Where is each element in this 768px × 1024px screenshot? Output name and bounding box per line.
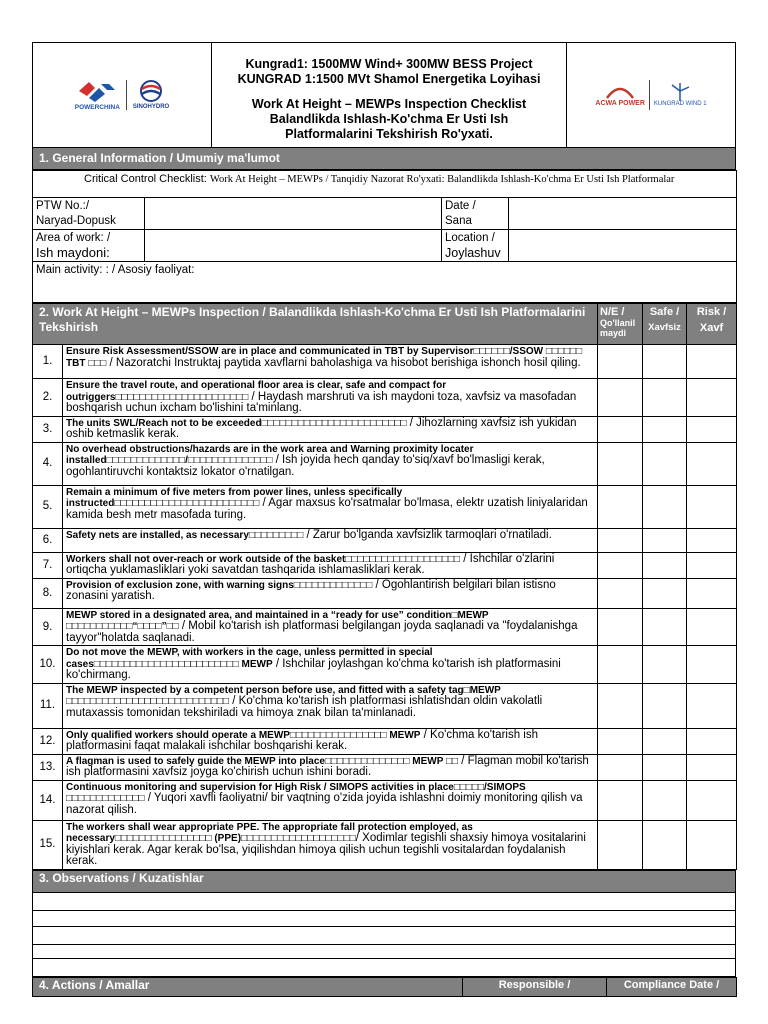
checklist-row: [33, 608, 737, 646]
item-text-uz: / Flagman mobil ko'tarish ish platformasini xavfsiz joyga ko'chirish uchun ishini boradi.: [66, 754, 589, 778]
actions-table: [32, 977, 737, 997]
risk-checkbox-cell[interactable]: [687, 416, 737, 442]
critical-control-row: [33, 171, 737, 198]
ne-checkbox-cell[interactable]: [598, 608, 643, 646]
mewp-inspection-table: [32, 303, 737, 870]
observation-line-1[interactable]: [33, 892, 736, 910]
observation-line-5[interactable]: [33, 958, 736, 976]
item-text: [63, 485, 598, 528]
item-text-en: The units SWL/Reach not to be exceeded□□□□□□□□□□□□□□□□□□□□□□□□: [66, 417, 407, 429]
section4-title: 4. Actions / Amallar: [33, 977, 463, 996]
item-text-en: MEWP stored in a designated area, and maintained in a “ready for use” condition□MEWP □□□□□□□□□□□“□□□□”□□: [66, 609, 489, 632]
acwa-power-icon: [605, 84, 635, 100]
item-text-uz: / Ko'chma ko'tarish ish platformasini faqat malakali ishchilar boshqarishi kerak.: [66, 728, 538, 752]
sinohydro-icon: [134, 80, 168, 102]
safe-checkbox-cell[interactable]: [643, 379, 687, 417]
ptw-label-uz: Naryad-Dopusk: [36, 214, 116, 227]
date-label-uz: Sana: [445, 214, 472, 227]
safe-checkbox-cell[interactable]: [643, 345, 687, 379]
safe-checkbox-cell[interactable]: [643, 608, 687, 646]
item-text: [63, 552, 598, 578]
date-label: [442, 198, 509, 230]
main-activity-field[interactable]: [33, 262, 737, 303]
section1-title: 1. General Information / Umumiy ma'lumot: [32, 148, 736, 170]
risk-checkbox-cell[interactable]: [687, 683, 737, 728]
safe-checkbox-cell[interactable]: [643, 646, 687, 684]
risk-checkbox-cell[interactable]: [687, 608, 737, 646]
ne-checkbox-cell[interactable]: [598, 552, 643, 578]
item-text-en: Remain a minimum of five meters from power lines, unless specifically instructed□□□□□□□□□□□□□□□□□□□□□□□□: [66, 486, 403, 509]
risk-checkbox-cell[interactable]: [687, 345, 737, 379]
observation-line-4[interactable]: [33, 944, 736, 958]
document-header: [32, 42, 736, 148]
item-text: [63, 820, 598, 869]
item-number: 11.: [33, 683, 63, 728]
item-text-uz: / Nazoratchi Instruktaj paytida xavflarni baholashiga va hisobot berishiga ishonch hosil qiling.: [106, 356, 581, 369]
checklist-row: [33, 416, 737, 442]
ptw-number-field[interactable]: [145, 198, 442, 230]
col-ne-en: N/E /: [600, 306, 625, 318]
safe-checkbox-cell[interactable]: [643, 683, 687, 728]
checklist-row: [33, 683, 737, 728]
ne-checkbox-cell[interactable]: [598, 379, 643, 417]
item-number: 2.: [33, 379, 63, 417]
item-text: [63, 416, 598, 442]
checklist-row: [33, 345, 737, 379]
general-info-table: [32, 170, 737, 303]
location-label: [442, 230, 509, 262]
safe-checkbox-cell[interactable]: [643, 552, 687, 578]
ptw-label: [33, 198, 145, 230]
item-number: 7.: [33, 552, 63, 578]
item-text: [63, 528, 598, 552]
checklist-row: [33, 379, 737, 417]
area-label-uz: Ish maydoni:: [36, 244, 110, 260]
item-number: 5.: [33, 485, 63, 528]
ne-checkbox-cell[interactable]: [598, 416, 643, 442]
col-safe-uz: Xavfsiz: [648, 322, 681, 333]
area-label: [33, 230, 145, 262]
risk-checkbox-cell[interactable]: [687, 820, 737, 869]
project-title-uz: KUNGRAD 1:1500 MVt Shamol Energetika Loyihasi: [237, 72, 541, 86]
item-text: [63, 646, 598, 684]
checklist-row: [33, 754, 737, 780]
col-header-responsible: Responsible /: [463, 977, 607, 996]
document-title-block: [212, 43, 566, 147]
item-text-uz: / Ishchilar o'zlarini ortiqcha yuklamasliklari yoki savatdan tashqarida ishlamasliklari kerak.: [66, 552, 555, 576]
item-text-uz: / Agar maxsus ko'rsatmalar bo'lmasa, elektr uzatish liniyalaridan kamida besh metr masofada turing.: [66, 497, 588, 521]
location-field[interactable]: [509, 230, 737, 262]
col-header-risk: [687, 304, 737, 345]
checklist-row: [33, 646, 737, 684]
item-text-uz: / Mobil ko'tarish ish platformasi belgilangan joyda saqlanadi va "foydalanishga tayyor"holatda saqlanadi.: [66, 620, 578, 644]
checklist-title-en: Work At Height – MEWPs Inspection Checklist: [251, 97, 527, 111]
item-number: 6.: [33, 528, 63, 552]
item-text-uz: / Zarur bo'lganda xavfsizlik tarmoqlari o'rnatiladi.: [303, 528, 552, 541]
item-text-en: No overhead obstructions/hazards are in the work area and Warning proximity locater installed□□□□□□□□□□□□□/□□□□□□□□□□□□□□: [66, 443, 474, 466]
location-label-en: Location /: [445, 232, 495, 244]
safe-checkbox-cell[interactable]: [643, 728, 687, 754]
item-text-en: Do not move the MEWP, with workers in the cage, unless permitted in special cases□□□□□□□□□□□□□□□□□□□□□□□□ MEWP: [66, 647, 433, 670]
item-number: 13.: [33, 754, 63, 780]
item-number: 15.: [33, 820, 63, 869]
checklist-row: [33, 728, 737, 754]
critical-control-text: Work At Height – MEWPs / Tanqidiy Nazorat Ro'yxati: Balandlikda Ishlash-Ko'chma Er Usti Ish Platformalar: [209, 174, 675, 185]
checklist-title-uz-line2: Platformalarini Tekshirish Ro'yxati.: [285, 127, 493, 141]
checklist-title-uz-line1: Balandlikda Ishlash-Ko'chma Er Usti Ish: [269, 112, 509, 126]
risk-checkbox-cell[interactable]: [687, 754, 737, 780]
checklist-row: [33, 528, 737, 552]
checklist-row: [33, 485, 737, 528]
powerchina-logo: [75, 80, 120, 111]
date-field[interactable]: [509, 198, 737, 230]
item-number: 10.: [33, 646, 63, 684]
kungrad-wind-logo: [654, 83, 707, 107]
risk-checkbox-cell[interactable]: [687, 728, 737, 754]
checklist-row: [33, 780, 737, 820]
item-number: 4.: [33, 442, 63, 485]
item-text: [63, 754, 598, 780]
logo-divider: [126, 80, 127, 110]
ne-checkbox-cell[interactable]: [598, 646, 643, 684]
item-text-en: Ensure Risk Assessment/SSOW are in place and communicated in TBT by Supervisor□□□□□□/SSOW □□□□□□ TBT □□□: [66, 346, 583, 369]
col-risk-uz: Xavf: [699, 322, 724, 334]
safe-checkbox-cell[interactable]: [643, 442, 687, 485]
observations-table: [32, 870, 736, 977]
checklist-row: [33, 578, 737, 608]
safe-checkbox-cell[interactable]: [643, 485, 687, 528]
checklist-items: [33, 345, 737, 870]
client-logos: [566, 43, 735, 147]
sinohydro-label: SINOHYDRO: [132, 104, 170, 110]
item-number: 14.: [33, 780, 63, 820]
item-text: [63, 728, 598, 754]
item-number: 8.: [33, 578, 63, 608]
item-text: [63, 578, 598, 608]
powerchina-icon: [75, 80, 119, 102]
risk-checkbox-cell[interactable]: [687, 552, 737, 578]
item-text-uz: / Yuqori xavfli faoliyatni/ bir vaqtning o'zida joyida ishlashni doimiy monitoring qilish va nazorat qilish.: [66, 792, 583, 816]
risk-checkbox-cell[interactable]: [687, 442, 737, 485]
col-ne-uz: Qo'llanil maydi: [600, 318, 636, 338]
area-field[interactable]: [145, 230, 442, 262]
ne-checkbox-cell[interactable]: [598, 442, 643, 485]
item-text-en: Workers shall not over-reach or work outside of the basket□□□□□□□□□□□□□□□□□□□: [66, 553, 461, 565]
risk-checkbox-cell[interactable]: [687, 578, 737, 608]
acwa-power-label: ACWA POWER: [595, 99, 645, 107]
item-text-uz: / Ishchilar joylashgan ko'chma ko'tarish ish platformasini ko'chirmang.: [66, 657, 561, 681]
item-text-uz: / Ish joyida hech qanday to'siq/xavf bo'lmasligi kerak, ogohlantiruvchi kontaktsiz lokator o'rnatilgan.: [66, 454, 545, 478]
wind-turbine-icon: [668, 83, 692, 101]
item-text-uz: / Jihozlarning xavfsiz ish yukidan oshib ketmaslik kerak.: [66, 416, 577, 440]
ne-checkbox-cell[interactable]: [598, 528, 643, 552]
main-activity-label: Main activity: : / Asosiy faoliyat:: [36, 264, 195, 276]
section3-title: 3. Observations / Kuzatishlar: [33, 870, 736, 892]
item-number: 9.: [33, 608, 63, 646]
item-text-en: The workers shall wear appropriate PPE. The appropriate fall protection employed, as necessary□□□□□□□□□□□□□□□□ (PPE)□□□□□□□□□□□□□□□□□□□: [66, 821, 473, 844]
item-text-en: Ensure the travel route, and operational floor area is clear, safe and compact for outriggers□□□□□□□□□□□□□□□□□□□□□□: [66, 380, 447, 403]
item-number: 3.: [33, 416, 63, 442]
sinohydro-logo: [133, 80, 169, 110]
acwa-power-logo: [595, 84, 645, 107]
item-text: [63, 780, 598, 820]
col-risk-en: Risk /: [696, 306, 727, 318]
checklist-row: [33, 552, 737, 578]
item-text-en: Only qualified workers should operate a MEWP□□□□□□□□□□□□□□□□ MEWP: [66, 729, 421, 741]
ne-checkbox-cell[interactable]: [598, 485, 643, 528]
risk-checkbox-cell[interactable]: [687, 528, 737, 552]
contractor-logos: [33, 43, 212, 147]
powerchina-label: POWERCHINA: [74, 103, 120, 111]
item-text-en: A flagman is used to safely guide the MEWP into place□□□□□□□□□□□□□□ MEWP □□: [66, 755, 459, 767]
item-text: [63, 683, 598, 728]
safe-checkbox-cell[interactable]: [643, 754, 687, 780]
ne-checkbox-cell[interactable]: [598, 754, 643, 780]
section2-title: 2. Work At Height – MEWPs Inspection / Balandlikda Ishlash-Ko'chma Er Usti Ish Platformalarini Tekshirish: [33, 304, 598, 345]
location-label-uz: Joylashuv: [445, 245, 501, 260]
ne-checkbox-cell[interactable]: [598, 780, 643, 820]
item-text-en: The MEWP inspected by a competent person before use, and fitted with a safety tag□MEWP □□□□□□□□□□□□□□□□□□□□□□□□□□□: [66, 684, 501, 707]
ne-checkbox-cell[interactable]: [598, 728, 643, 754]
risk-checkbox-cell[interactable]: [687, 485, 737, 528]
item-number: 12.: [33, 728, 63, 754]
item-text-uz: / Haydash marshruti va ish maydoni toza, xavfsiz va masofadan boshqarish uchun ixcham bo'lishini ta'minlang.: [66, 390, 577, 414]
item-text: [63, 442, 598, 485]
item-text-en: Provision of exclusion zone, with warning signs□□□□□□□□□□□□□: [66, 579, 373, 591]
item-text: [63, 345, 598, 379]
ne-checkbox-cell[interactable]: [598, 345, 643, 379]
safe-checkbox-cell[interactable]: [643, 528, 687, 552]
observation-line-2[interactable]: [33, 910, 736, 926]
risk-checkbox-cell[interactable]: [687, 379, 737, 417]
col-header-not-applicable: [598, 304, 643, 345]
ne-checkbox-cell[interactable]: [598, 820, 643, 869]
item-number: 1.: [33, 345, 63, 379]
item-text-en: Safety nets are installed, as necessary□□□□□□□□□: [66, 529, 304, 541]
date-label-en: Date /: [445, 200, 476, 212]
critical-control-lead: Critical Control Checklist:: [84, 173, 210, 185]
risk-checkbox-cell[interactable]: [687, 646, 737, 684]
checklist-row: [33, 442, 737, 485]
checklist-page: [32, 42, 736, 997]
ne-checkbox-cell[interactable]: [598, 683, 643, 728]
item-text: [63, 379, 598, 417]
safe-checkbox-cell[interactable]: [643, 416, 687, 442]
observation-line-3[interactable]: [33, 926, 736, 944]
item-text-en: Continuous monitoring and supervision for High Risk / SIMOPS activities in place□□□□□/SIMOPS □□□□□□□□□□□□□: [66, 781, 526, 804]
safe-checkbox-cell[interactable]: [643, 820, 687, 869]
item-text-uz: / Xodimlar tegishli shaxsiy himoya vositalarini kiyishlari kerak. Agar kerak bo'lsa, yiqilishdan himoya qilish uchun tegishli vositalardan foydalanish kerak.: [66, 832, 586, 867]
project-title-en: Kungrad1: 1500MW Wind+ 300MW BESS Project: [245, 57, 533, 71]
col-header-compliance-date: Compliance Date /: [607, 977, 737, 996]
risk-checkbox-cell[interactable]: [687, 780, 737, 820]
item-text-uz: / Ko'chma ko'tarish ish platformasi ishlatishdan oldin vakolatli mutaxassis tomonidan tekshiriladi va himoya znak bilan ta'minlanadi.: [66, 695, 543, 719]
logo-divider-right: [649, 80, 650, 110]
area-label-en: Area of work: /: [36, 232, 111, 244]
checklist-row: [33, 820, 737, 869]
ne-checkbox-cell[interactable]: [598, 578, 643, 608]
col-safe-en: Safe /: [649, 306, 680, 318]
item-text-uz: / Ogohlantirish belgilari bilan istisno zonasini yaratish.: [66, 578, 556, 602]
ptw-label-en: PTW No.:/: [36, 200, 90, 212]
kungrad-wind-label: KUNGRAD WIND 1: [653, 101, 707, 107]
col-header-safe: [643, 304, 687, 345]
safe-checkbox-cell[interactable]: [643, 578, 687, 608]
safe-checkbox-cell[interactable]: [643, 780, 687, 820]
item-text: [63, 608, 598, 646]
